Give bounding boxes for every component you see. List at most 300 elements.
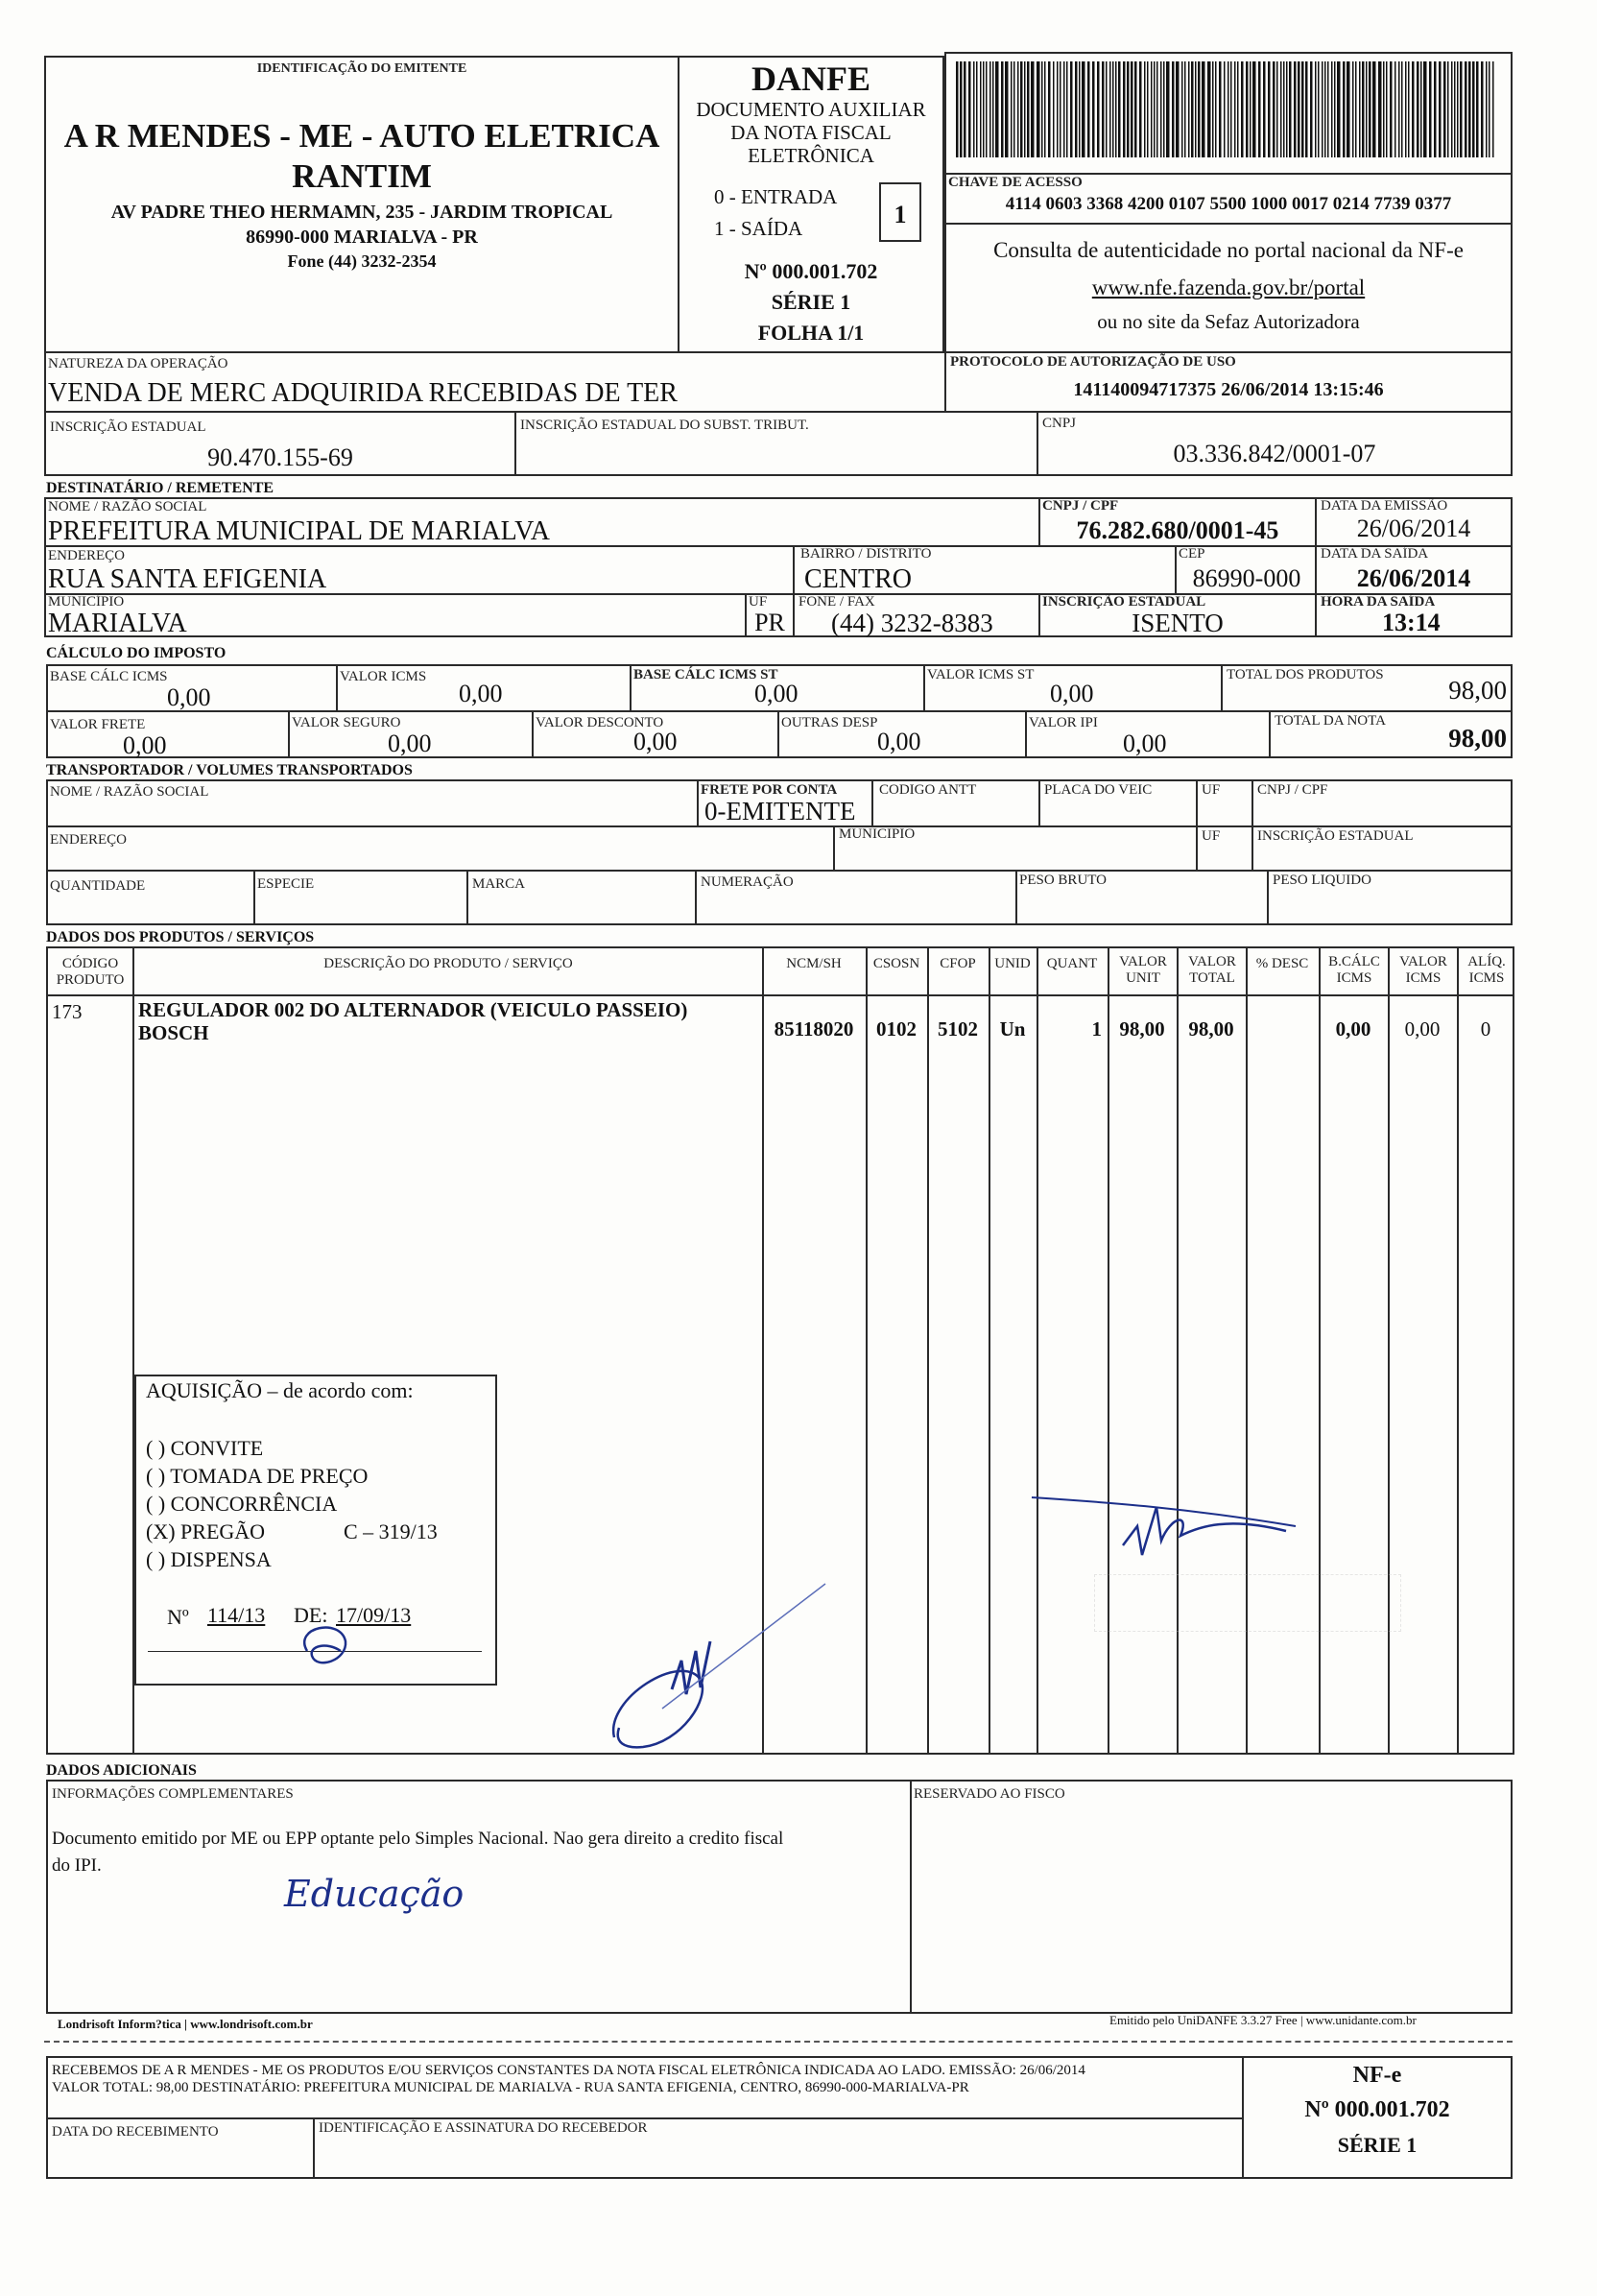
danfe-tipo: 1 [894,201,907,228]
faded-stamp [1094,1574,1401,1632]
dest-emissao-label: DATA DA EMISSÃO [1321,498,1448,514]
barcode-bar [1294,61,1297,157]
barcode-bar [1191,61,1194,157]
imp-valor-label: VALOR ICMS [340,669,427,684]
imp-total-prod: 98,00 [1448,676,1507,705]
imp-base-st-label: BASE CÁLC ICMS ST [633,667,778,682]
imp-desconto: 0,00 [633,728,678,755]
imp-outras: 0,00 [877,728,921,755]
barcode-bar [1492,61,1494,157]
protocolo-label: PROTOCOLO DE AUTORIZAÇÃO DE USO [950,354,1236,370]
barcode-bar [1063,61,1065,157]
barcode-bar [1106,61,1108,157]
barcode-bar [976,61,978,157]
destinatario-section: DESTINATÁRIO / REMETENTE [46,480,274,496]
imp-frete-label: VALOR FRETE [50,717,146,732]
barcode-bar [1013,61,1015,157]
barcode-bar [983,61,985,157]
transp-peso-liquido-label: PESO LIQUIDO [1273,873,1371,888]
stamp-concorrencia: ( ) CONCORRÊNCIA [146,1492,338,1516]
imp-valor-st-label: VALOR ICMS ST [927,667,1035,682]
barcode-bar [1181,61,1183,157]
barcode-bar [1079,61,1081,157]
dest-municipio: MARIALVA [48,609,187,638]
barcode-bar [1301,61,1304,157]
barcode-bar [1082,61,1085,157]
barcode-bar [1001,61,1004,157]
footer-right: Emitido pelo UniDANFE 3.3.27 Free | www.unidante.com.br [1109,2013,1417,2027]
fisco-label: RESERVADO AO FISCO [914,1786,1065,1802]
barcode-bar [1378,61,1382,157]
barcode-bar [1390,61,1393,157]
stamp-title: AQUISIÇÃO – de acordo com: [146,1378,414,1402]
dest-uf-label: UF [749,594,768,610]
barcode-bar [1401,61,1403,157]
barcode-bar [1252,61,1256,157]
barcode-bar [968,61,971,157]
imp-valor-st: 0,00 [1050,680,1094,707]
barcode-bar [964,61,966,157]
item-unid: Un [999,1017,1026,1040]
imp-frete: 0,00 [123,731,167,759]
barcode-bar [1451,61,1453,157]
transp-uf2-label: UF [1202,828,1221,844]
barcode-bar [1151,61,1153,157]
dest-uf: PR [754,609,785,636]
emitente-header: IDENTIFICAÇÃO DO EMITENTE [256,61,467,76]
item-vunit: 98,00 [1119,1017,1165,1040]
danfe-subtitle-1: DOCUMENTO AUXILIAR [696,98,926,121]
imp-seguro-label: VALOR SEGURO [292,715,401,730]
barcode-bar [1355,61,1357,157]
barcode-bar [1268,61,1271,157]
dest-nome: PREFEITURA MUNICIPAL DE MARIALVA [48,516,551,546]
dest-hora: 13:14 [1382,609,1441,636]
stamp-de: 17/09/13 [336,1603,412,1627]
barcode-bar [1324,61,1326,157]
barcode-bar [1315,61,1317,157]
barcode-bar [1044,61,1046,157]
transp-quantidade-label: QUANTIDADE [50,878,146,894]
barcode-bar [1276,61,1278,157]
barcode-bar [1228,61,1229,157]
info-line-2: do IPI. [52,1855,102,1876]
dest-municipio-label: MUNICÍPIO [48,594,125,610]
imp-valor: 0,00 [459,680,503,707]
barcode-bar [1005,61,1009,157]
imp-total-nota-label: TOTAL DA NOTA [1275,713,1386,729]
transp-placa-label: PLACA DO VEIC [1044,782,1153,798]
transp-frete: 0-EMITENTE [704,797,856,825]
emitente-phone: Fone (44) 3232-2354 [287,251,437,271]
item-vtotal: 98,00 [1188,1017,1234,1040]
barcode-bar [1144,61,1146,157]
barcode-bar [1188,61,1190,157]
barcode-bar [1195,61,1197,157]
canhoto-text-2: VALOR TOTAL: 98,00 DESTINATÁRIO: PREFEITURA MUNICIPAL DE MARIALVA - RUA SANTA EFIGENIA, CENTRO, 86990-000-MARIALVA-PR [52,2080,969,2095]
barcode-bar [1289,61,1292,157]
barcode-bar [1237,61,1239,157]
danfe-numero: Nº 000.001.702 [744,259,878,283]
stamp-initials [288,1613,374,1680]
barcode-bar [1127,61,1130,157]
emitente-name: A R MENDES - ME - AUTO ELETRICA [63,117,660,155]
barcode-bar [1087,61,1090,157]
stamp-convite: ( ) CONVITE [146,1436,264,1460]
barcode-bar [1060,61,1061,157]
protocolo-value: 141140094717375 26/06/2014 13:15:46 [1073,379,1384,400]
imp-ipi: 0,00 [1123,729,1167,757]
barcode-bar [1383,61,1385,157]
barcode-bar [1420,61,1422,157]
transp-cnpj-label: CNPJ / CPF [1257,782,1328,798]
barcode-bar [1250,61,1251,157]
barcode-bar [1156,61,1158,157]
barcode-bar [1263,61,1266,157]
barcode-bar [1184,61,1186,157]
barcode-bar [1092,61,1095,157]
item-bcalc: 0,00 [1335,1017,1371,1040]
info-line-1: Documento emitido por ME ou EPP optante pelo Simples Nacional. Nao gera direito a credito fiscal [52,1829,784,1849]
barcode-bar [1115,61,1117,157]
danfe-folha: FOLHA 1/1 [757,321,865,345]
dest-fone: (44) 3232-8383 [831,609,993,637]
barcode-bar [1408,61,1410,157]
barcode-bar [1234,61,1236,157]
stamp-de-label: DE: [294,1603,328,1627]
barcode-bar [1215,61,1217,157]
col-divider [1108,946,1109,1755]
barcode-bar [1207,61,1211,157]
barcode-bar [1468,61,1471,157]
canhoto-numero: Nº 000.001.702 [1304,2097,1450,2122]
danfe-title: DANFE [751,60,870,98]
barcode-bar [980,61,982,157]
barcode-bar [1447,61,1449,157]
col-divider [1037,946,1038,1755]
barcode-bar [973,61,975,157]
barcode-bar [1123,61,1126,157]
barcode-bar [1041,61,1043,157]
barcode-bar [1118,61,1121,157]
transp-marca-label: MARCA [472,876,526,892]
canhoto-assinatura-label: IDENTIFICAÇÃO E ASSINATURA DO RECEBEDOR [319,2120,648,2136]
barcode-bar [1405,61,1407,157]
dest-ie-label: INSCRIÇÃO ESTADUAL [1042,594,1206,610]
transp-antt-label: CODIGO ANTT [879,782,977,798]
barcode-bar [960,61,963,157]
dest-ie: ISENTO [1132,609,1224,637]
dest-endereco-label: ENDEREÇO [48,548,125,563]
ie-st-label: INSCRIÇÃO ESTADUAL DO SUBST. TRIBUT. [520,418,809,433]
barcode-bar [1241,61,1244,157]
th-bcalc: B.CÁLC ICMS [1328,954,1380,987]
produtos-header-line [46,994,1514,996]
barcode-bar [1166,61,1170,157]
barcode-bar [1394,61,1396,157]
barcode-bar [1258,61,1261,157]
footer-left: Londrisoft Inform?tica | www.londrisoft.com.br [58,2017,313,2031]
canhoto-nfe: NF-e [1352,2063,1402,2088]
barcode-bar [1037,61,1040,157]
consulta-link[interactable]: www.nfe.fazenda.gov.br/portal [1091,275,1366,299]
adicionais-section: DADOS ADICIONAIS [46,1762,197,1779]
dest-saida: 26/06/2014 [1356,564,1471,592]
ie-value: 90.470.155-69 [207,443,353,471]
barcode-bar [1486,61,1488,157]
dest-fone-label: FONE / FAX [798,594,875,610]
th-descricao: DESCRIÇÃO DO PRODUTO / SERVIÇO [323,956,573,971]
barcode-bar [986,61,988,157]
dest-endereco: RUA SANTA EFIGENIA [48,564,327,594]
danfe-subtitle-2: DA NOTA FISCAL [730,121,892,144]
barcode-bar [1198,61,1201,157]
chave-label: CHAVE DE ACESSO [948,175,1083,190]
barcode-bar [1224,61,1226,157]
danfe-subtitle-3: ELETRÔNICA [748,144,874,167]
info-box [46,1780,912,2014]
barcode-bar [1053,61,1055,157]
col-divider [1457,946,1459,1755]
barcode-bar [1212,61,1214,157]
barcode-bar [1172,61,1175,157]
emitente-name-2: RANTIM [292,157,432,195]
stamp-dispensa: ( ) DISPENSA [146,1547,272,1571]
col-divider [866,946,868,1755]
dest-emissao: 26/06/2014 [1356,514,1471,542]
imp-base-st: 0,00 [754,680,798,707]
barcode-bar [1163,61,1165,157]
barcode-bar [1230,61,1232,157]
barcode-bar [1310,61,1313,157]
barcode-bar [1109,61,1111,157]
col-divider [1388,946,1390,1755]
barcode-bar [1160,61,1162,157]
barcode-bar [1057,61,1059,157]
dest-hora-label: HORA DA SAÍDA [1321,594,1436,610]
chave-value: 4114 0603 3368 4200 0107 5500 1000 0017 0214 7739 0377 [1005,194,1452,214]
info-label: INFORMAÇÕES COMPLEMENTARES [52,1786,294,1802]
item-descricao-2: BOSCH [138,1021,209,1044]
barcode-bar [1024,61,1026,157]
barcode-bar [956,61,959,157]
th-csosn: CSOSN [872,956,920,971]
item-codigo: 173 [52,1000,83,1023]
barcode-bar [1331,61,1333,157]
barcode-bar [1066,61,1068,157]
th-aliq: ALÍQ. ICMS [1467,954,1506,987]
produtos-section: DADOS DOS PRODUTOS / SERVIÇOS [46,929,315,945]
barcode-bar [1318,61,1320,157]
barcode-bar [1017,61,1019,157]
barcode-bar [1386,61,1388,157]
dest-cep: 86990-000 [1192,564,1301,592]
barcode-bar [1147,61,1149,157]
imp-ipi-label: VALOR IPI [1029,715,1098,730]
dest-cnpj: 76.282.680/0001-45 [1076,516,1279,544]
barcode-bar [1457,61,1459,157]
barcode-bar [1334,61,1336,157]
transp-endereco-label: ENDEREÇO [50,832,127,848]
stamp-num-label: Nº [167,1605,189,1629]
barcode-bar [1417,61,1419,157]
barcode-bar [992,61,994,157]
consulta-line-1: Consulta de autenticidade no portal nacional da NF-e [993,238,1464,262]
barcode-bar [1398,61,1400,157]
barcode-bar [1070,61,1073,157]
fisco-box [910,1780,1513,2014]
barcode-bar [1454,61,1456,157]
cut-line [44,2041,1513,2043]
danfe-saida: 1 - SAÍDA [714,217,803,240]
item-ncm: 85118020 [774,1017,854,1040]
th-quant: QUANT [1046,956,1098,971]
cnpj-label: CNPJ [1042,416,1077,431]
transp-ie-label: INSCRIÇÃO ESTADUAL [1257,828,1414,844]
stamp-pregao-ref: C – 319/13 [344,1519,438,1543]
barcode-bar [1031,61,1035,157]
barcode-bar [1020,61,1023,157]
barcode-bar [1359,61,1361,157]
imp-total-prod-label: TOTAL DOS PRODUTOS [1227,667,1384,682]
barcode-bar [1048,61,1051,157]
barcode-bar [1102,61,1105,157]
imp-base-label: BASE CÁLC ICMS [50,669,168,684]
barcode-bar [1097,61,1100,157]
canhoto-data-label: DATA DO RECEBIMENTO [52,2124,219,2140]
transportador-section: TRANSPORTADOR / VOLUMES TRANSPORTADOS [46,762,413,778]
canhoto-text-1: RECEBEMOS DE A R MENDES - ME OS PRODUTOS E/OU SERVIÇOS CONSTANTES DA NOTA FISCAL ELETRÔNICA INDICADA AO LADO. EMISSÃO: 26/06/2014 [52,2063,1085,2078]
natureza-value: VENDA DE MERC ADQUIRIDA RECEBIDAS DE TER [48,378,678,408]
item-aliq: 0 [1480,1017,1491,1040]
barcode-bar [1283,61,1285,157]
transp-peso-bruto-label: PESO BRUTO [1019,873,1107,888]
barcode [956,61,1497,157]
signature-1 [605,1574,835,1757]
barcode-bar [1443,61,1446,157]
th-vtotal: VALOR TOTAL [1188,954,1236,987]
imp-total-nota: 98,00 [1448,724,1507,753]
item-vicms: 0,00 [1404,1017,1441,1040]
th-codigo: CÓDIGO PRODUTO [56,956,125,989]
barcode-bar [1439,61,1442,157]
barcode-bar [1280,61,1282,157]
barcode-bar [1369,61,1371,157]
danfe-serie: SÉRIE 1 [771,290,851,314]
consulta-line-3: ou no site da Sefaz Autorizadora [1097,310,1360,333]
imp-outras-label: OUTRAS DESP [781,715,878,730]
canhoto-serie: SÉRIE 1 [1337,2133,1418,2157]
barcode-bar [1075,61,1078,157]
barcode-bar [1343,61,1346,157]
ie-label: INSCRIÇÃO ESTADUAL [50,419,206,435]
imp-base: 0,00 [167,683,211,711]
barcode-bar [1219,61,1222,157]
th-cfop: CFOP [940,956,976,971]
barcode-bar [1305,61,1308,157]
col-divider [927,946,929,1755]
col-divider [1246,946,1248,1755]
transp-endereco-box [46,825,835,872]
stamp-pregao: (X) PREGÃO [146,1519,266,1543]
barcode-bar [1352,61,1354,157]
barcode-bar [1139,61,1142,157]
emitente-cep-city: 86990-000 MARIALVA - PR [246,227,478,248]
col-divider [1177,946,1179,1755]
item-csosn: 0102 [876,1017,917,1040]
transp-numeracao-label: NUMERAÇÃO [701,874,794,890]
transp-frete-label: FRETE POR CONTA [701,782,838,798]
barcode-bar [1131,61,1133,157]
col-divider [989,946,990,1755]
barcode-bar [1434,61,1437,157]
danfe-entrada: 0 - ENTRADA [714,185,838,208]
barcode-bar [1460,61,1463,157]
barcode-bar [1423,61,1427,157]
transp-uf-label: UF [1202,782,1221,798]
imp-desconto-label: VALOR DESCONTO [536,715,664,730]
imp-seguro: 0,00 [388,729,432,757]
barcode-bar [1286,61,1288,157]
barcode-bar [1273,61,1275,157]
barcode-bar [1134,61,1137,157]
transp-municipio-label: MUNICIPIO [839,826,916,842]
dest-saida-label: DATA DA SAÍDA [1321,546,1429,562]
item-descricao: REGULADOR 002 DO ALTERNADOR (VEICULO PASSEIO) [138,998,688,1021]
barcode-bar [1366,61,1368,157]
barcode-bar [1027,61,1030,157]
barcode-bar [1011,61,1013,157]
transp-especie-label: ESPECIE [257,876,315,892]
transp-nome-label: NOME / RAZÃO SOCIAL [50,784,209,800]
dest-bairro-label: BAIRRO / DISTRITO [800,546,932,562]
barcode-bar [1481,61,1484,157]
item-cfop: 5102 [938,1017,978,1040]
th-unid: UNID [994,956,1031,971]
barcode-bar [1154,61,1156,157]
dest-bairro: CENTRO [804,564,912,594]
emitente-address: AV PADRE THEO HERMAMN, 235 - JARDIM TROPICAL [110,202,613,223]
th-desc: % DESC [1255,956,1309,971]
th-vicms: VALOR ICMS [1399,954,1447,987]
item-quant: 1 [1091,1017,1102,1040]
stamp-tomada: ( ) TOMADA DE PREÇO [146,1464,369,1488]
imposto-section: CÁLCULO DO IMPOSTO [46,645,226,661]
dest-cnpj-label: CNPJ / CPF [1042,498,1119,514]
barcode-bar [1337,61,1341,157]
col-divider [1319,946,1321,1755]
cnpj-value: 03.336.842/0001-07 [1173,440,1376,467]
barcode-bar [1112,61,1114,157]
barcode-bar [995,61,999,157]
dest-nome-label: NOME / RAZÃO SOCIAL [48,499,207,514]
barcode-bar [1202,61,1205,157]
barcode-bar [1176,61,1180,157]
th-ncm: NCM/SH [786,956,842,971]
barcode-bar [1347,61,1350,157]
barcode-bar [1246,61,1249,157]
barcode-bar [1476,61,1479,157]
barcode-bar [989,61,991,157]
barcode-bar [1472,61,1475,157]
th-vunit: VALOR UNIT [1119,954,1167,987]
barcode-bar [1327,61,1329,157]
barcode-bar [1465,61,1467,157]
stamp-num: 114/13 [207,1603,266,1627]
barcode-bar [1429,61,1432,157]
dest-cep-label: CEP [1179,546,1205,562]
barcode-bar [1372,61,1376,157]
